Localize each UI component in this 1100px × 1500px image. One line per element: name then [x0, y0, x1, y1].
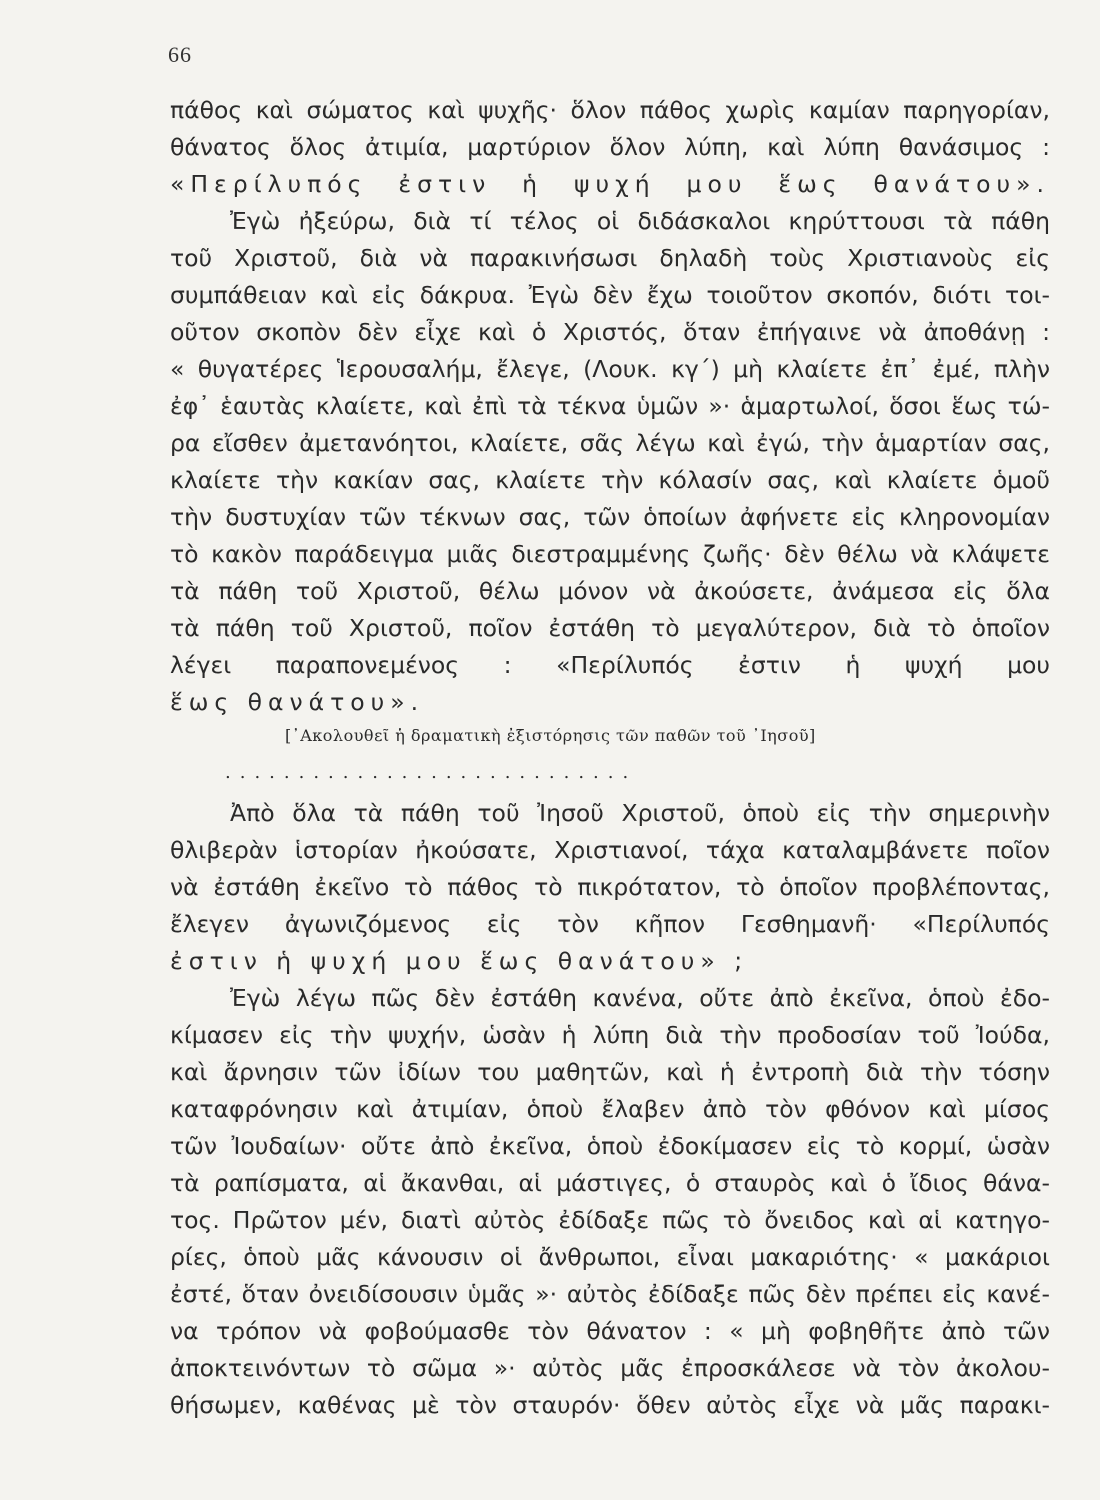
text-line: κλαίετε τὴν κακίαν σας, κλαίετε τὴν κόλασίν σας, καὶ κλαίετε ὁμοῦ — [170, 466, 1050, 494]
text-line: ρα εἴσθεν ἀμετανόητοι, κλαίετε, σᾶς λέγω καὶ ἐγώ, τὴν ἁμαρτίαν σας, — [170, 429, 1050, 457]
text-line: «Περίλυπός ἐστιν ἡ ψυχή μου ἕως θανάτου». — [170, 170, 1050, 198]
text-line: ἕως θανάτου». — [170, 688, 425, 716]
text-line: οῦτον σκοπὸν δὲν εἶχε καὶ ὁ Χριστός, ὅταν ἐπήγαινε νὰ ἀποθάνῃ : — [170, 318, 1050, 346]
text-line: τὰ ραπίσματα, αἱ ἄκανθαι, αἱ μάστιγες, ὁ σταυρὸς καὶ ὁ ἴδιος θάνα- — [170, 1169, 1050, 1197]
text-line: λέγει παραπονεμένος : «Περίλυπός ἐστιν ἡ ψυχή μου — [170, 651, 1050, 679]
page-number: 66 — [168, 42, 192, 67]
text-line: Ἐγὼ λέγω πῶς δὲν ἐστάθη κανένα, οὔτε ἀπὸ ἐκεῖνα, ὁποὺ ἐδο- — [230, 984, 1050, 1012]
text-line: καὶ ἄρνησιν τῶν ἰδίων του μαθητῶν, καὶ ἡ ἐντροπὴ διὰ τὴν τόσην — [170, 1058, 1050, 1086]
text-line: ρίες, ὁποὺ μᾶς κάνουσιν οἱ ἄνθρωποι, εἶναι μακαριότης· « μακάριοι — [170, 1243, 1050, 1271]
text-line: νὰ ἐστάθη ἐκεῖνο τὸ πάθος τὸ πικρότατον, τὸ ὁποῖον προβλέποντας, — [170, 873, 1050, 901]
text-line: ἐφ᾿ ἑαυτὰς κλαίετε, καὶ ἐπὶ τὰ τέκνα ὑμῶν »· ἁμαρτωλοί, ὅσοι ἕως τώ- — [170, 392, 1050, 420]
text-line: τὰ πάθη τοῦ Χριστοῦ, θέλω μόνον νὰ ἀκούσετε, ἀνάμεσα εἰς ὅλα — [170, 577, 1050, 605]
text-line: ἐστιν ἡ ψυχή μου ἕως θανάτου» ; — [170, 947, 749, 975]
text-line: Ἀπὸ ὅλα τὰ πάθη τοῦ Ἰησοῦ Χριστοῦ, ὁποὺ εἰς τὴν σημερινὴν — [230, 799, 1050, 827]
dotted-separator: ............................ — [225, 762, 638, 783]
text-line: ἐστέ, ὅταν ὀνειδίσουσιν ὑμᾶς »· αὐτὸς ἐδίδαξε πῶς δὲν πρέπει εἰς κανέ- — [170, 1280, 1050, 1308]
text-line: τὸ κακὸν παράδειγμα μιᾶς διεστραμμένης ζωῆς· δὲν θέλω νὰ κλάψετε — [170, 540, 1050, 568]
text-line: θλιβερὰν ἱστορίαν ἠκούσατε, Χριστιανοί, τάχα καταλαμβάνετε ποῖον — [170, 836, 1050, 864]
text-line: Ἐγὼ ἠξεύρω, διὰ τί τέλος οἱ διδάσκαλοι κηρύττουσι τὰ πάθη — [230, 207, 1050, 235]
text-line: συμπάθειαν καὶ εἰς δάκρυα. Ἐγὼ δὲν ἔχω τοιοῦτον σκοπόν, διότι τοι- — [170, 281, 1050, 309]
text-line: τοῦ Χριστοῦ, διὰ νὰ παρακινήσωσι δηλαδὴ τοὺς Χριστιανοὺς εἰς — [170, 244, 1050, 272]
text-line: τὰ πάθη τοῦ Χριστοῦ, ποῖον ἐστάθη τὸ μεγαλύτερον, διὰ τὸ ὁποῖον — [170, 614, 1050, 642]
text-line: θάνατος ὅλος ἀτιμία, μαρτύριον ὅλον λύπη, καὶ λύπη θανάσιμος : — [170, 133, 1050, 161]
text-line: ἔλεγεν ἀγωνιζόμενος εἰς τὸν κῆπον Γεσθημανῆ· «Περίλυπός — [170, 910, 1050, 938]
text-line: πάθος καὶ σώματος καὶ ψυχῆς· ὅλον πάθος χωρὶς καμίαν παρηγορίαν, — [170, 96, 1050, 124]
text-line: κίμασεν εἰς τὴν ψυχήν, ὡσὰν ἡ λύπη διὰ τὴν προδοσίαν τοῦ Ἰούδα, — [170, 1021, 1050, 1049]
text-line: τὴν δυστυχίαν τῶν τέκνων σας, τῶν ὁποίων ἀφήνετε εἰς κληρονομίαν — [170, 503, 1050, 531]
text-line: « θυγατέρες Ἱερουσαλήμ, ἔλεγε, (Λουκ. κγ΄) μὴ κλαίετε ἐπ᾿ ἐμέ, πλὴν — [170, 355, 1050, 383]
text-line: να τρόπον νὰ φοβούμασθε τὸν θάνατον : « μὴ φοβηθῆτε ἀπὸ τῶν — [170, 1317, 1050, 1345]
text-line: τος. Πρῶτον μέν, διατὶ αὐτὸς ἐδίδαξε πῶς τὸ ὄνειδος καὶ αἱ κατηγο- — [170, 1206, 1050, 1234]
text-line: τῶν Ἰουδαίων· οὔτε ἀπὸ ἐκεῖνα, ὁποὺ ἐδοκίμασεν εἰς τὸ κορμί, ὡσὰν — [170, 1132, 1050, 1160]
text-line: θήσωμεν, καθένας μὲ τὸν σταυρόν· ὅθεν αὐτὸς εἶχε νὰ μᾶς παρακι- — [170, 1391, 1050, 1419]
text-block — [170, 92, 1050, 1424]
editorial-note: [᾿Ακολουθεῖ ἡ δραματικὴ ἐξιστόρησις τῶν παθῶν τοῦ ᾿Ιησοῦ] — [285, 726, 816, 745]
text-line: καταφρόνησιν καὶ ἀτιμίαν, ὁποὺ ἔλαβεν ἀπὸ τὸν φθόνον καὶ μίσος — [170, 1095, 1050, 1123]
text-line: ἀποκτεινόντων τὸ σῶμα »· αὐτὸς μᾶς ἐπροσκάλεσε νὰ τὸν ἀκολου- — [170, 1354, 1050, 1382]
